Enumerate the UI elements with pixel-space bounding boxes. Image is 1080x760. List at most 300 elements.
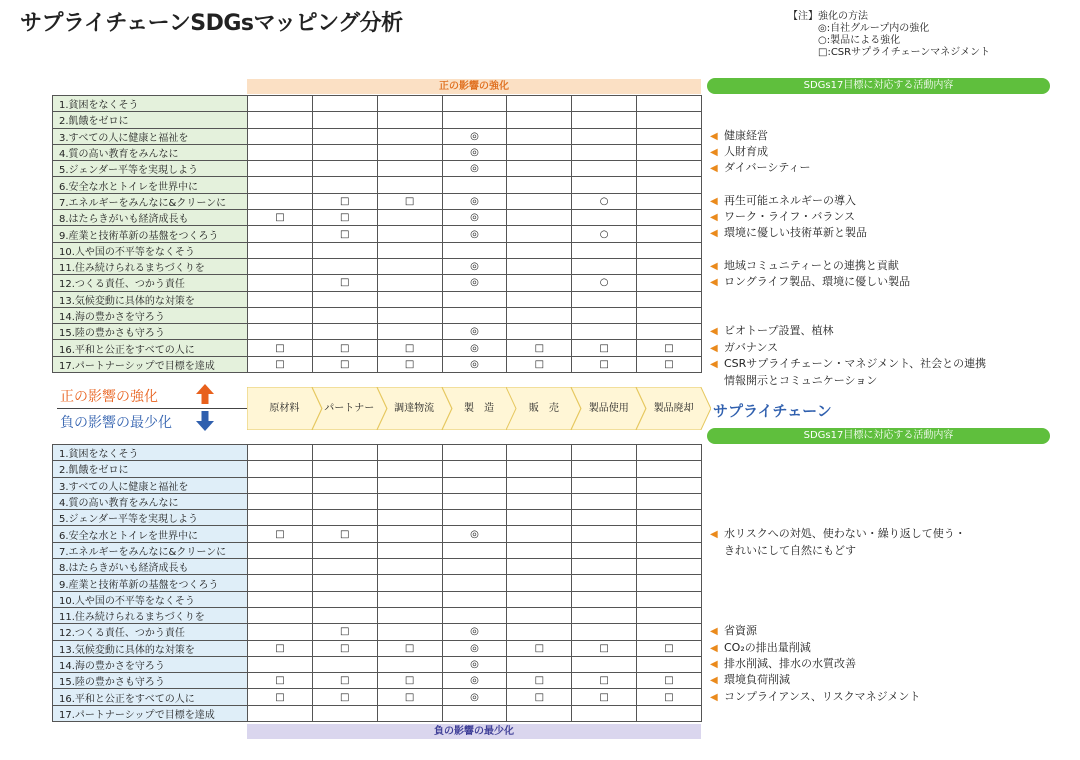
mark-cell: ◎: [442, 128, 507, 144]
mark-cell: [637, 559, 702, 575]
mark-cell: [442, 112, 507, 128]
goal-label: 12.つくる責任、つかう責任: [53, 275, 248, 291]
mark-cell: ○: [572, 226, 637, 242]
mark-cell: □: [248, 689, 313, 705]
table-row: [53, 275, 702, 291]
goal-label: 13.気候変動に具体的な対策を: [53, 640, 248, 656]
table-row: [53, 624, 702, 640]
mark-cell: □: [248, 640, 313, 656]
table-row: [53, 591, 702, 607]
mark-cell: [637, 575, 702, 591]
mark-cell: [312, 96, 377, 112]
mark-cell: ◎: [442, 624, 507, 640]
table-row: [53, 356, 702, 372]
table-row: [53, 340, 702, 356]
activity-text: ビオトープ設置、植林: [724, 324, 834, 338]
activity-item: [710, 656, 856, 673]
mark-cell: [507, 96, 572, 112]
goal-label: 5.ジェンダー平等を実現しよう: [53, 510, 248, 526]
mark-cell: [637, 128, 702, 144]
mark-cell: ◎: [442, 340, 507, 356]
mark-cell: [572, 144, 637, 160]
mark-cell: [637, 656, 702, 672]
mark-cell: [572, 128, 637, 144]
mark-cell: [248, 291, 313, 307]
table-row: [53, 177, 702, 193]
goal-label: 14.海の豊かさを守ろう: [53, 307, 248, 323]
mark-cell: [248, 112, 313, 128]
mark-cell: [572, 177, 637, 193]
stage-label: 製 造: [463, 403, 494, 414]
mark-cell: [572, 656, 637, 672]
arrow-down-icon: [196, 411, 214, 431]
mark-cell: [507, 144, 572, 160]
goal-label: 8.はたらきがいも経済成長も: [53, 210, 248, 226]
mark-cell: □: [312, 526, 377, 542]
mark-cell: [312, 258, 377, 274]
mark-cell: [507, 324, 572, 340]
mark-cell: [312, 291, 377, 307]
table-row: [53, 307, 702, 323]
mark-cell: [248, 542, 313, 558]
mark-cell: [572, 526, 637, 542]
mark-cell: ○: [572, 275, 637, 291]
mark-cell: [442, 510, 507, 526]
table-row: [53, 656, 702, 672]
triangle-left-icon: ◀: [710, 675, 718, 687]
mark-cell: [377, 226, 442, 242]
mark-cell: [377, 324, 442, 340]
mark-cell: [248, 307, 313, 323]
legend-heading: 【注】強化の方法: [788, 11, 868, 22]
mark-cell: [637, 275, 702, 291]
table-row: [53, 542, 702, 558]
mark-cell: □: [248, 526, 313, 542]
mark-cell: □: [637, 356, 702, 372]
legend-item-square: □:CSRサプライチェーンマネジメント: [818, 47, 990, 58]
table-row: [53, 226, 702, 242]
activity-text: ロングライフ製品、環境に優しい製品: [724, 275, 911, 289]
mark-cell: [312, 324, 377, 340]
mark-cell: [572, 575, 637, 591]
mark-cell: □: [507, 689, 572, 705]
goal-label: 1.貧困をなくそう: [53, 445, 248, 461]
mark-cell: [377, 591, 442, 607]
table-row: [53, 242, 702, 258]
supply-chain-stage: [247, 387, 322, 430]
mark-cell: [312, 461, 377, 477]
page-title: サプライチェーンSDGsマッピング分析: [20, 11, 403, 36]
mark-cell: ◎: [442, 673, 507, 689]
mark-cell: [312, 477, 377, 493]
mark-cell: ◎: [442, 689, 507, 705]
mark-cell: [377, 477, 442, 493]
mark-cell: □: [312, 689, 377, 705]
mark-cell: [248, 144, 313, 160]
triangle-left-icon: ◀: [710, 358, 718, 370]
mark-cell: [507, 258, 572, 274]
positive-impact-band: 正の影響の強化: [247, 79, 701, 94]
mark-cell: [572, 624, 637, 640]
goal-label: 2.飢餓をゼロに: [53, 112, 248, 128]
mark-cell: [572, 493, 637, 509]
mark-cell: [507, 210, 572, 226]
mark-cell: [637, 324, 702, 340]
mark-cell: [377, 542, 442, 558]
mark-cell: [507, 477, 572, 493]
table-row: [53, 193, 702, 209]
mark-cell: [312, 656, 377, 672]
mark-cell: [572, 477, 637, 493]
mark-cell: [507, 242, 572, 258]
mark-cell: [248, 242, 313, 258]
mark-cell: [572, 112, 637, 128]
mark-cell: [312, 510, 377, 526]
activity-item: [710, 258, 899, 275]
mark-cell: [572, 210, 637, 226]
mark-cell: □: [572, 356, 637, 372]
table-row: [53, 526, 702, 542]
mark-cell: ◎: [442, 193, 507, 209]
table-row: [53, 705, 702, 721]
mark-cell: [312, 307, 377, 323]
table-row: [53, 96, 702, 112]
mark-cell: [312, 445, 377, 461]
mark-cell: ◎: [442, 275, 507, 291]
mark-cell: [507, 526, 572, 542]
mark-cell: [507, 461, 572, 477]
mark-cell: [507, 445, 572, 461]
activity-item: [710, 356, 986, 389]
mark-cell: [507, 226, 572, 242]
mark-cell: [637, 705, 702, 721]
mark-cell: [248, 161, 313, 177]
triangle-left-icon: ◀: [710, 342, 718, 354]
goal-label: 15.陸の豊かさも守ろう: [53, 673, 248, 689]
mark-cell: [507, 575, 572, 591]
activity-item: [710, 160, 810, 177]
activity-text: 人財育成: [724, 144, 768, 158]
mark-cell: □: [377, 193, 442, 209]
mark-cell: [637, 607, 702, 623]
mark-cell: [248, 477, 313, 493]
mark-cell: [507, 112, 572, 128]
goal-label: 14.海の豊かさを守ろう: [53, 656, 248, 672]
mark-cell: [312, 559, 377, 575]
mark-cell: [377, 210, 442, 226]
mark-cell: [248, 177, 313, 193]
activity-item: [710, 323, 833, 340]
mark-cell: [572, 324, 637, 340]
mark-cell: [507, 510, 572, 526]
mark-cell: [637, 307, 702, 323]
mark-cell: [507, 275, 572, 291]
mark-cell: ◎: [442, 656, 507, 672]
mark-cell: [377, 96, 442, 112]
activity-item: [710, 193, 856, 210]
mark-cell: □: [637, 340, 702, 356]
mark-cell: [637, 210, 702, 226]
mark-cell: [377, 656, 442, 672]
mark-cell: [637, 144, 702, 160]
mark-cell: [442, 242, 507, 258]
mark-cell: [377, 177, 442, 193]
mark-cell: [377, 144, 442, 160]
mark-cell: [637, 591, 702, 607]
mark-cell: [377, 307, 442, 323]
mark-cell: □: [377, 673, 442, 689]
mark-cell: [637, 477, 702, 493]
mark-cell: [637, 510, 702, 526]
stage-label: 原材料: [269, 403, 300, 414]
goal-label: 2.飢餓をゼロに: [53, 461, 248, 477]
table-row: [53, 673, 702, 689]
table-row: [53, 445, 702, 461]
table-row: [53, 144, 702, 160]
mark-cell: [442, 559, 507, 575]
activity-text: 省資源: [724, 624, 757, 638]
mark-cell: [248, 226, 313, 242]
mark-cell: [442, 461, 507, 477]
mark-cell: [377, 559, 442, 575]
mark-cell: [248, 705, 313, 721]
goal-label: 1.貧困をなくそう: [53, 96, 248, 112]
mark-cell: [637, 177, 702, 193]
mark-cell: [572, 510, 637, 526]
mark-cell: [377, 258, 442, 274]
triangle-left-icon: ◀: [710, 528, 718, 540]
mark-cell: [507, 559, 572, 575]
mark-cell: [572, 559, 637, 575]
mark-cell: □: [507, 356, 572, 372]
activity-text: 再生可能エネルギーの導入: [724, 193, 856, 207]
mark-cell: [442, 575, 507, 591]
mark-cell: [377, 510, 442, 526]
triangle-left-icon: ◀: [710, 212, 718, 224]
mark-cell: [248, 591, 313, 607]
stage-label: 調達物流: [394, 403, 435, 414]
mark-cell: [507, 161, 572, 177]
mark-cell: [507, 705, 572, 721]
goal-label: 6.安全な水とトイレを世界中に: [53, 526, 248, 542]
activity-text: 排水削減、排水の水質改善: [724, 656, 856, 670]
mark-cell: [248, 559, 313, 575]
mark-cell: [377, 705, 442, 721]
mark-cell: [637, 161, 702, 177]
goal-label: 7.エネルギーをみんなに&クリーンに: [53, 542, 248, 558]
activity-text: CO₂の排出量削減: [724, 640, 811, 654]
mark-cell: ◎: [442, 324, 507, 340]
triangle-left-icon: ◀: [710, 277, 718, 289]
activity-item: [710, 623, 757, 640]
mark-cell: [572, 161, 637, 177]
mark-cell: [312, 242, 377, 258]
mark-cell: [248, 128, 313, 144]
mark-cell: [637, 291, 702, 307]
goal-label: 5.ジェンダー平等を実現しよう: [53, 161, 248, 177]
mark-cell: [442, 177, 507, 193]
mark-cell: [507, 624, 572, 640]
mark-cell: [442, 607, 507, 623]
mark-cell: □: [637, 673, 702, 689]
negative-impact-label: 負の影響の最少化: [60, 415, 172, 431]
mark-cell: □: [312, 356, 377, 372]
goal-label: 11.住み続けられるまちづくりを: [53, 258, 248, 274]
supply-chain-stage: [571, 387, 646, 430]
mark-cell: [637, 526, 702, 542]
mark-cell: □: [312, 275, 377, 291]
mark-cell: [248, 656, 313, 672]
mark-cell: [507, 656, 572, 672]
mark-cell: [377, 493, 442, 509]
mark-cell: [248, 624, 313, 640]
table-row: [53, 510, 702, 526]
activities-header-bottom: SDGs17目標に対応する活動内容: [707, 428, 1050, 444]
mark-cell: [312, 542, 377, 558]
triangle-left-icon: ◀: [710, 691, 718, 703]
mark-cell: [248, 575, 313, 591]
mark-cell: ◎: [442, 161, 507, 177]
mark-cell: [248, 607, 313, 623]
mark-cell: [377, 112, 442, 128]
mark-cell: [507, 307, 572, 323]
mark-cell: [248, 445, 313, 461]
table-row: [53, 607, 702, 623]
triangle-left-icon: ◀: [710, 261, 718, 272]
table-row: [53, 640, 702, 656]
mark-cell: [637, 493, 702, 509]
table-row: [53, 161, 702, 177]
activity-text: 健康経営: [724, 128, 768, 142]
mark-cell: [442, 705, 507, 721]
mark-cell: [572, 258, 637, 274]
supply-chain-stage: [312, 387, 387, 430]
activity-item: [710, 144, 768, 161]
goal-label: 9.産業と技術革新の基盤をつくろう: [53, 575, 248, 591]
supply-chain-stage: [442, 387, 517, 430]
mark-cell: [637, 112, 702, 128]
mark-cell: [572, 591, 637, 607]
table-row: [53, 493, 702, 509]
mark-cell: □: [377, 340, 442, 356]
activity-item: [710, 340, 778, 357]
mark-cell: [377, 445, 442, 461]
goal-label: 10.人や国の不平等をなくそう: [53, 242, 248, 258]
mark-cell: [572, 242, 637, 258]
goal-label: 15.陸の豊かさも守ろう: [53, 324, 248, 340]
mark-cell: ◎: [442, 210, 507, 226]
arrow-up-icon: [196, 384, 214, 404]
mark-cell: □: [377, 689, 442, 705]
table-row: [53, 112, 702, 128]
activity-text: ダイバーシティー: [724, 161, 811, 175]
mark-cell: [377, 575, 442, 591]
goal-label: 9.産業と技術革新の基盤をつくろう: [53, 226, 248, 242]
mark-cell: [248, 275, 313, 291]
mark-cell: [507, 128, 572, 144]
mark-cell: [312, 161, 377, 177]
mark-cell: □: [312, 193, 377, 209]
activity-text: 地域コミュニティーとの連携と貢献: [724, 259, 899, 272]
mark-cell: [312, 177, 377, 193]
mark-cell: [312, 144, 377, 160]
mark-cell: [248, 193, 313, 209]
mark-cell: [442, 445, 507, 461]
stage-label: パートナー: [324, 403, 375, 414]
goal-label: 16.平和と公正をすべての人に: [53, 340, 248, 356]
mark-cell: [248, 258, 313, 274]
legend-note: [788, 11, 990, 59]
goal-label: 13.気候変動に具体的な対策を: [53, 291, 248, 307]
mark-cell: □: [507, 673, 572, 689]
mark-cell: [507, 607, 572, 623]
triangle-left-icon: ◀: [710, 163, 718, 175]
mark-cell: [377, 526, 442, 542]
triangle-left-icon: ◀: [710, 228, 718, 240]
activity-text: 水リスクへの対処、使わない・繰り返して使う・: [724, 526, 966, 540]
mark-cell: [312, 575, 377, 591]
mark-cell: [312, 128, 377, 144]
goal-label: 4.質の高い教育をみんなに: [53, 144, 248, 160]
table-row: [53, 461, 702, 477]
table-row: [53, 575, 702, 591]
mark-cell: ◎: [442, 258, 507, 274]
goal-label: 17.パートナーシップで目標を達成: [53, 356, 248, 372]
activity-item: [710, 672, 790, 689]
mark-cell: □: [572, 673, 637, 689]
mark-cell: □: [248, 356, 313, 372]
mark-cell: [377, 275, 442, 291]
supply-chain-stage: [377, 387, 452, 430]
mark-cell: [442, 477, 507, 493]
mark-cell: [377, 607, 442, 623]
mark-cell: [507, 493, 572, 509]
mark-cell: [248, 96, 313, 112]
activity-text: ガバナンス: [724, 340, 779, 354]
triangle-left-icon: ◀: [710, 658, 718, 670]
mark-cell: [377, 461, 442, 477]
triangle-left-icon: ◀: [710, 626, 718, 638]
mark-cell: [248, 493, 313, 509]
mark-cell: [572, 307, 637, 323]
activity-text: 情報開示とコミュニケーション: [724, 373, 878, 387]
mark-cell: □: [572, 640, 637, 656]
activity-item: [710, 689, 920, 706]
mark-cell: □: [507, 640, 572, 656]
mark-cell: [572, 291, 637, 307]
mark-cell: [637, 258, 702, 274]
legend-item-double-circle: ◎:自社グループ内の強化: [818, 23, 930, 34]
mark-cell: □: [248, 340, 313, 356]
divider-line: [57, 408, 249, 409]
mark-cell: [507, 542, 572, 558]
activity-item: [710, 640, 811, 657]
mark-cell: [637, 445, 702, 461]
goal-label: 11.住み続けられるまちづくりを: [53, 607, 248, 623]
mark-cell: □: [248, 210, 313, 226]
mark-cell: □: [572, 340, 637, 356]
goal-label: 4.質の高い教育をみんなに: [53, 493, 248, 509]
table-row: [53, 258, 702, 274]
triangle-left-icon: ◀: [710, 146, 718, 158]
mark-cell: [442, 542, 507, 558]
negative-impact-band: 負の影響の最少化: [247, 724, 701, 739]
mark-cell: [442, 291, 507, 307]
table-row: [53, 559, 702, 575]
mark-cell: [377, 242, 442, 258]
triangle-left-icon: ◀: [710, 130, 718, 142]
table-row: [53, 324, 702, 340]
